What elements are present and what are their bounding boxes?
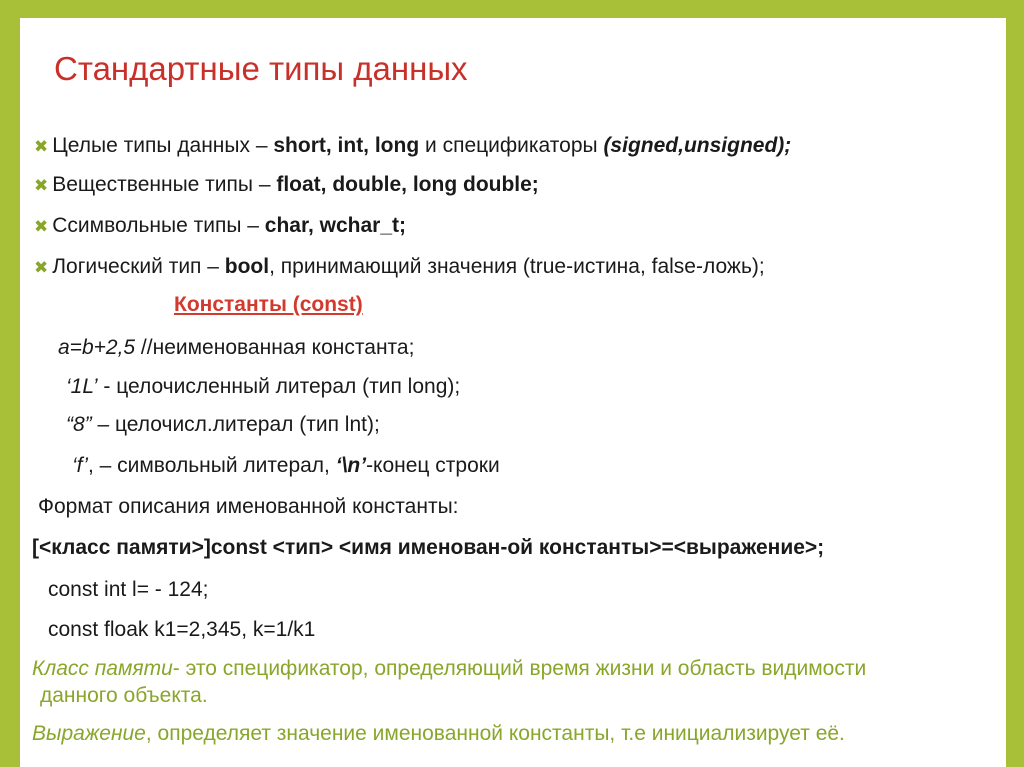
bullet-text: Ссимвольные типы –: [52, 214, 265, 237]
note-term: Выражение: [32, 722, 146, 745]
const-heading: Константы (const): [174, 293, 363, 316]
example-code: ‘1L’: [66, 375, 98, 398]
bullet-text: Вещественные типы –: [52, 173, 277, 196]
bullet-real-types: [34, 173, 539, 197]
format-label: Формат описания именованной константы:: [38, 495, 459, 518]
example-line: [58, 336, 414, 360]
code-line: const floak k1=2,345, k=1/k1: [48, 618, 316, 641]
example-comment: //неименованная константа;: [135, 336, 415, 359]
x-bullet-icon: ✖: [34, 217, 49, 236]
bullet-bold: char, wchar_t;: [264, 214, 407, 237]
bullet-bold: short, int, long: [273, 134, 420, 157]
bullet-text: Логический тип –: [52, 255, 225, 278]
example-comment: – целочисл.литерал (тип lnt);: [91, 413, 380, 436]
bullet-text: , принимающий значения (true-истина, false-ложь);: [269, 255, 765, 278]
note-text: , определяет значение именованной константы, т.е инициализирует её.: [145, 722, 845, 745]
format-syntax: [<класс памяти>]const <тип> <имя именован-ой константы>=<выражение>;: [32, 536, 825, 559]
bullet-italic: (signed,unsigned);: [603, 134, 792, 157]
note-storage-class: [32, 657, 866, 681]
example-comment: -конец строки: [366, 454, 500, 477]
x-bullet-icon: ✖: [34, 176, 49, 195]
note-text: - это спецификатор, определяющий время жизни и область видимости: [172, 657, 867, 680]
example-line: [66, 375, 460, 399]
example-line: [66, 413, 380, 437]
bullet-text: Целые типы данных –: [52, 134, 274, 157]
example-code: ‘\n’: [335, 454, 367, 477]
x-bullet-icon: ✖: [34, 137, 49, 156]
slide-title: Стандартные типы данных: [54, 50, 468, 87]
slide: [20, 18, 1006, 767]
x-bullet-icon: ✖: [34, 258, 49, 277]
example-comment: - целочисленный литерал (тип long);: [97, 375, 461, 398]
bullet-bool-type: [34, 255, 765, 279]
bullet-bold: bool: [224, 255, 270, 278]
note-storage-class-cont: данного объекта.: [40, 684, 208, 707]
code-line: const int l= - 124;: [48, 578, 209, 601]
example-code: a=b+2,5: [58, 336, 136, 359]
bullet-bold: float, double, long double;: [276, 173, 539, 196]
bullet-text: и спецификаторы: [419, 134, 604, 157]
bullet-char-types: [34, 214, 406, 238]
note-term: Класс памяти: [32, 657, 173, 680]
example-code: ‘f’: [72, 454, 88, 477]
example-comment: , – символьный литерал,: [87, 454, 336, 477]
example-code: “8”: [66, 413, 92, 436]
note-expression: [32, 722, 845, 746]
bullet-integer-types: [34, 134, 791, 158]
example-line: [72, 454, 500, 478]
